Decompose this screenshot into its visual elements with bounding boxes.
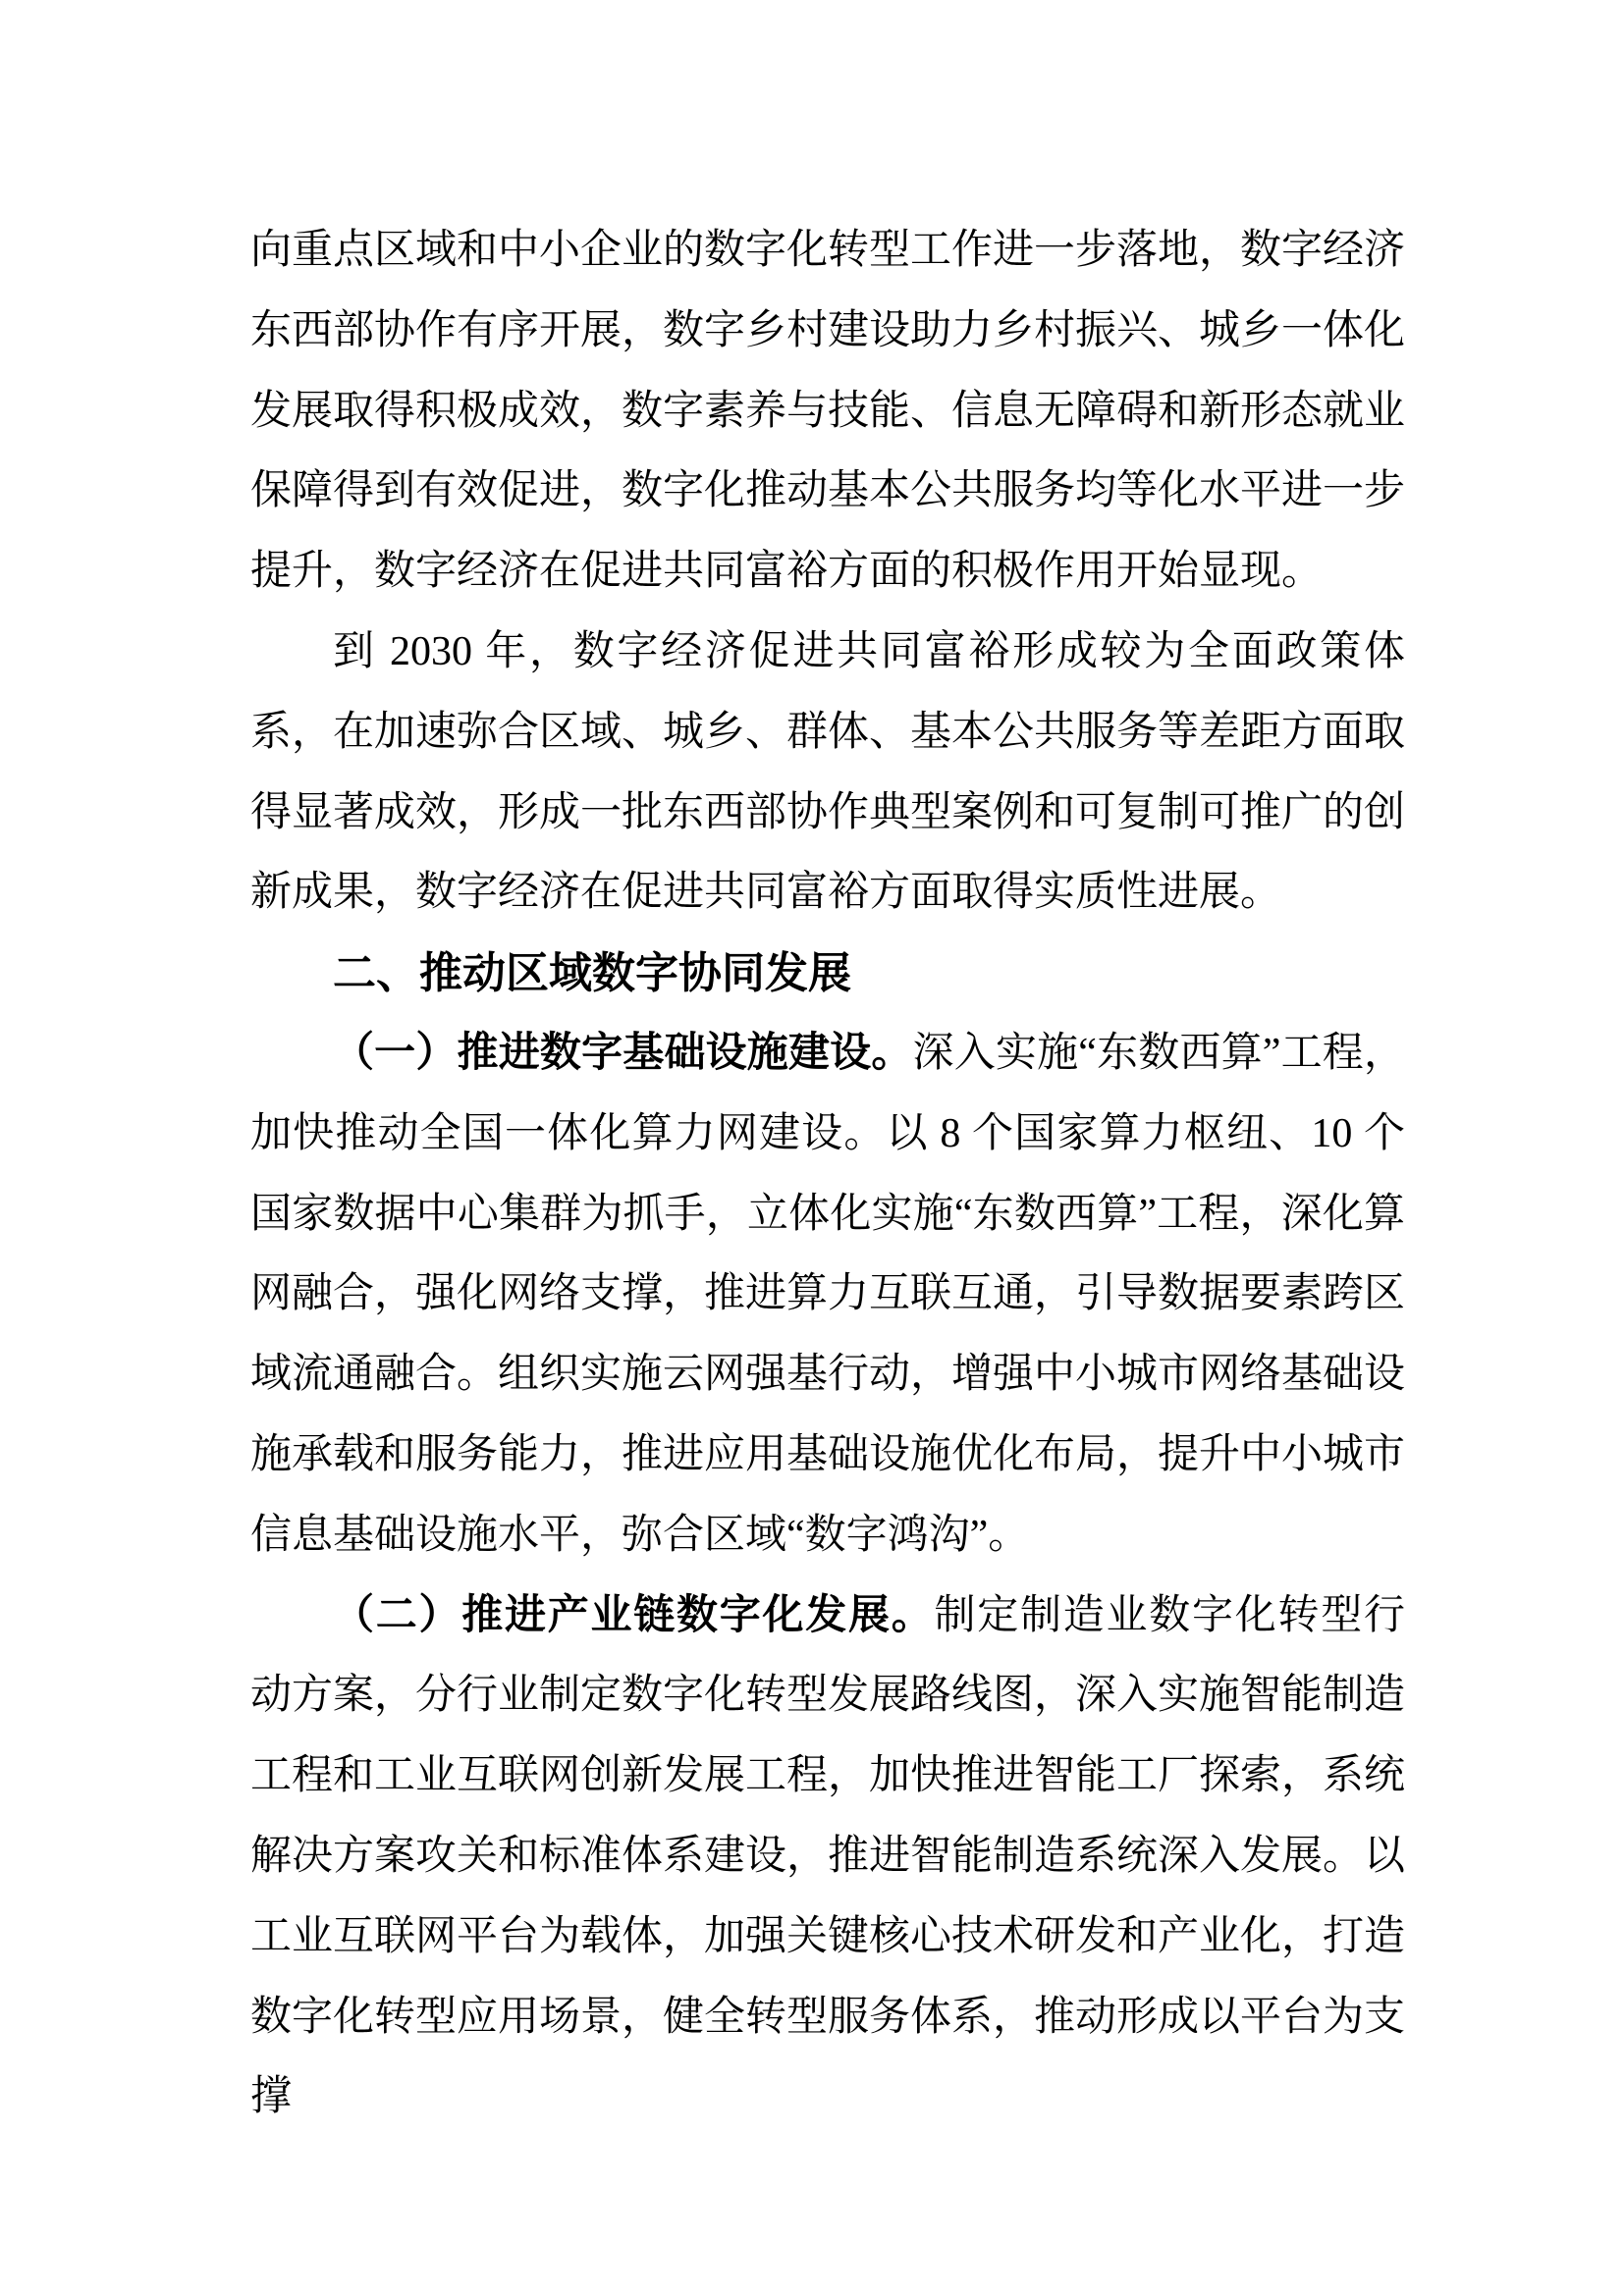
section-heading: 二、推动区域数字协同发展: [333, 949, 851, 998]
body-paragraph: 向重点区域和中小企业的数字化转型工作进一步落地，数字经济东西部协作有序开展，数字乡村建设助力乡村振兴、城乡一体化发展取得积极成效，数字素养与技能、信息无障碍和新形态就业保障得到有效促进，数字化推动基本公共服务均等化水平进一步提升，数字经济在促进共同富裕方面的积极作用开始显现。: [250, 228, 1406, 595]
body-paragraph: （一）推进数字基础设施建设。深入实施“东数西算”工程，加快推动全国一体化算力网建设。以 8 个国家算力枢纽、10 个国家数据中心集群为抓手，立体化实施“东数西算”工程，深化算网融合，强化网络支撑，推进算力互联互通，引导数据要素跨区域流通融合。组织实施云网强基行动，增强中小城市网络基础设施承载和服务能力，推进应用基础设施优化布局，提升中小城市信息基础设施水平，弥合区域“数字鸿沟”。: [250, 1030, 1406, 1558]
body-paragraph: （二）推进产业链数字化发展。制定制造业数字化转型行动方案，分行业制定数字化转型发展路线图，深入实施智能制造工程和工业互联网创新发展工程，加快推进智能工厂探索，系统解决方案攻关和标准体系建设，推进智能制造系统深入发展。以工业互联网平台为载体，加强关键核心技术研发和产业化，打造数字化转型应用场景，健全转型服务体系，推动形成以平台为支撑: [250, 1592, 1406, 2120]
clause-lead: （二）推进产业链数字化发展。: [333, 1592, 935, 1638]
clause-lead: （一）推进数字基础设施建设。: [333, 1030, 913, 1076]
body-paragraph: 到 2030 年，数字经济促进共同富裕形成较为全面政策体系，在加速弥合区域、城乡、群体、基本公共服务等差距方面取得显著成效，形成一批东西部协作典型案例和可复制可推广的创新成果，数字经济在促进共同富裕方面取得实质性进展。: [250, 628, 1406, 916]
document-body: [250, 211, 1405, 2138]
